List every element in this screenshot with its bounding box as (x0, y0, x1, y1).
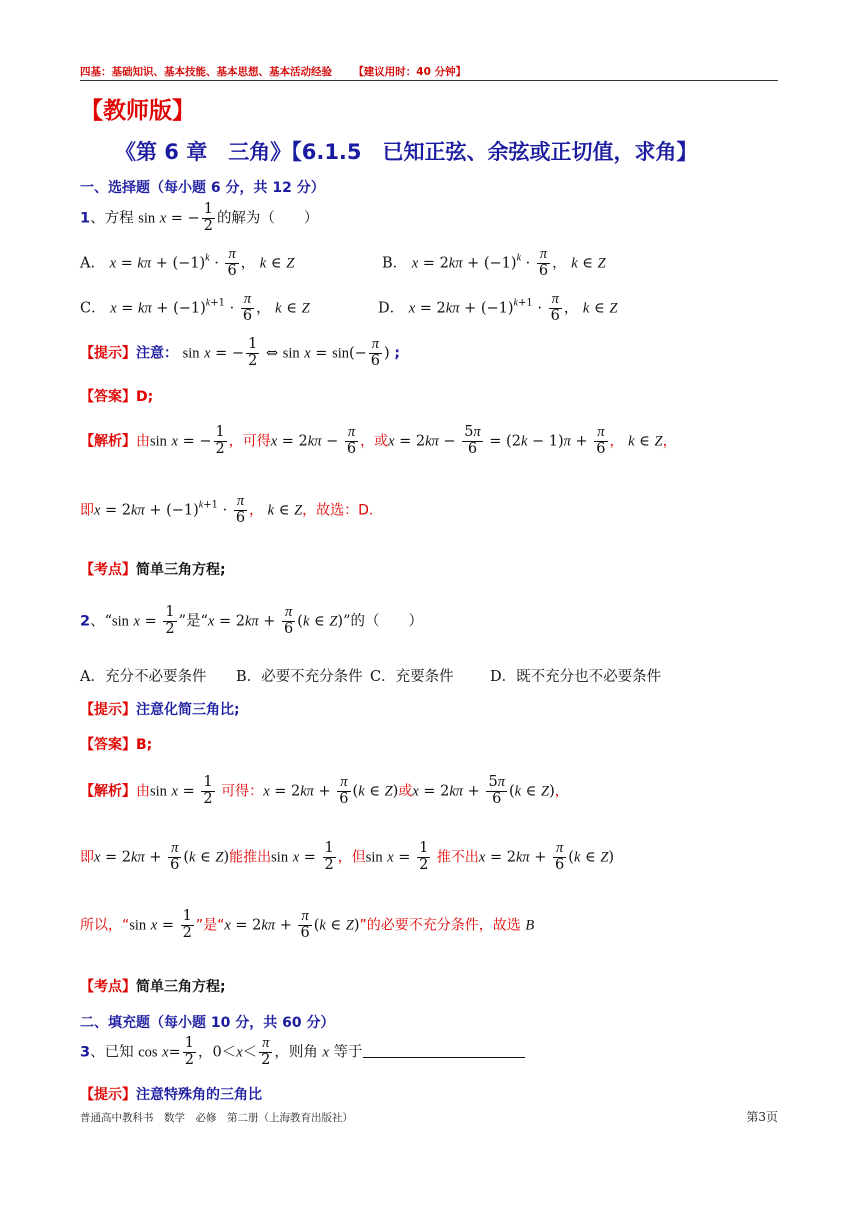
q2-option-a[interactable]: A．充分不必要条件 (80, 669, 207, 685)
q3-stem-pre: 、已知 (90, 1044, 134, 1061)
q2-analysis-line3: 所以，“sin x = $\frac{1}{2}$ ”是“x = 2kπ + $\frac{\pi}{6}$ (k ∈ Z)”的必要不充分条件，故选 B (80, 908, 535, 941)
q2-analysis-line1: 【解析】由sin x = $\frac{1}{2}$ 可得：x = 2kπ + $\frac{\pi}{6}$ (k ∈ Z)或x = 2kπ + $\frac{5\pi}{6}$ (k ∈ Z)， (80, 774, 569, 807)
q2-hint-text: 注意化简三角比; (136, 702, 240, 718)
q2-stem-post: ”的（ ） (343, 613, 423, 630)
q2-analysis-text4: 即 (80, 849, 94, 866)
q2-answer-value: B; (136, 737, 153, 753)
q1-option-d[interactable]: D． $x = 2k\pi + (-1)^{k+1}$ · $\frac{\pi}{6}$ ， k ∈ Z (378, 291, 618, 324)
q1-answer-value: D; (136, 389, 154, 405)
q1-point-label: 【考点】 (80, 562, 136, 578)
q1-option-b[interactable]: B． $x = 2k\pi + (-1)^k$ · $\frac{\pi}{6}$ ， k ∈ Z (382, 246, 606, 279)
q1-stem-post: 的解为（ ） (216, 210, 319, 227)
q1-analysis-text3: ，或 (360, 433, 389, 450)
q2-stem: 2、“sin x = $\frac{1}{2}$ ”是“x = 2kπ + $\frac{\pi}{6}$ (k ∈ Z)”的（ ） (80, 604, 423, 637)
q3-stem-post: 等于 (333, 1044, 363, 1061)
q2-analysis-text9: ”是“ (195, 917, 225, 934)
q2-analysis-text11: B (525, 917, 535, 934)
q3-stem-mid: ，则角 (274, 1044, 318, 1061)
q2-analysis-line2: 即x = 2kπ + $\frac{\pi}{6}$ (k ∈ Z)能推出sin x = $\frac{1}{2}$ ，但sin x = $\frac{1}{2}$ 推不出x = 2kπ + $\frac{\pi}{6}$ (k ∈ Z) (80, 840, 615, 873)
q2-stem-mid: ”是“ (178, 613, 208, 630)
q2-key-point (80, 976, 226, 996)
page-footer (80, 1110, 778, 1125)
q2-analysis-text8: 所以，“ (80, 917, 130, 934)
q1-hint-label: 【提示】 (80, 345, 136, 362)
header-suggested-time: 【建议用时：40 分钟】 (353, 66, 467, 78)
q2-hint-label: 【提示】 (80, 702, 136, 718)
q2-answer (80, 734, 152, 754)
q1-option-c[interactable]: C． $x = k\pi + (-1)^{k+1}$ · $\frac{\pi}{6}$ ， k ∈ Z (80, 291, 310, 324)
header-four-basics: 四基：基础知识、基本技能、基本思想、基本活动经验 (80, 66, 332, 78)
q3-hint-text: 注意特殊角的三角比 (136, 1087, 262, 1103)
q3-hint (80, 1084, 262, 1104)
q2-analysis-text1: 由 (136, 783, 150, 800)
q2-analysis-text7: 推不出 (436, 849, 479, 866)
section-fill-heading: 二、填充题（每小题 10 分，共 60 分） (80, 1015, 335, 1031)
q1-point-text: 简单三角方程; (136, 562, 226, 578)
q3-stem: 3、已知 cos x= $\frac{1}{2}$ ，0＜x＜ $\frac{\pi}{2}$ ，则角 x 等于 (80, 1036, 525, 1069)
teacher-edition-label: 【教师版】 (80, 98, 195, 124)
q2-answer-label: 【答案】 (80, 737, 136, 753)
page-title: 《第 6 章 三角》【6.1.5 已知正弦、余弦或正切值，求角】 (115, 140, 698, 164)
header-divider (80, 80, 778, 81)
q2-analysis-text10: ”的必要不充分条件，故选 (359, 917, 521, 934)
q1-stem: 1、方程 sin x = − $\frac{1}{2}$ 的解为（ ） (80, 201, 319, 234)
q3-hint-label: 【提示】 (80, 1087, 136, 1103)
page-header (80, 64, 778, 80)
q1-number: 1 (80, 210, 91, 227)
q1-option-b-letter: B． (382, 255, 408, 272)
q1-analysis-line2: 即$x = 2k\pi + (-1)^{k+1}$ · $\frac{\pi}{6}$ ， k ∈ Z，故选：D. (80, 493, 374, 526)
q2-analysis-text3: 或 (398, 783, 413, 800)
q1-option-a-letter: A． (80, 255, 105, 272)
q2-analysis-text5: 能推出 (229, 849, 272, 866)
q1-stem-pre: 、方程 (90, 210, 134, 227)
q2-analysis-text2: 可得： (221, 783, 264, 800)
q2-option-c[interactable]: C．充要条件 (370, 669, 454, 685)
footer-book-title: 普通高中教科书 数学 必修 第二册（上海教育出版社） (80, 1112, 353, 1124)
q1-analysis-text4: 即 (80, 502, 94, 519)
q1-analysis-text5: ，故选：D. (302, 502, 374, 519)
footer-page-number: 第3页 (746, 1110, 778, 1124)
q1-answer-label: 【答案】 (80, 389, 136, 405)
q2-analysis-text6: ，但 (337, 849, 366, 866)
q1-option-c-letter: C． (80, 300, 106, 317)
q1-analysis-label: 【解析】 (80, 433, 136, 450)
q2-number: 2 (80, 613, 91, 630)
q2-point-label: 【考点】 (80, 979, 136, 995)
q2-analysis-label: 【解析】 (80, 783, 136, 800)
q1-analysis-text1: 由 (136, 433, 150, 450)
q2-option-d[interactable]: D．既不充分也不必要条件 (490, 669, 662, 685)
q2-hint (80, 699, 240, 719)
q2-option-b[interactable]: B．必要不充分条件 (236, 669, 363, 685)
q1-hint-text: 注意： (136, 345, 178, 362)
q1-answer (80, 386, 153, 406)
q3-answer-blank[interactable] (363, 1043, 525, 1058)
q2-point-text: 简单三角方程; (136, 979, 226, 995)
q1-option-a[interactable]: A． $x = k\pi + (-1)^k$ · $\frac{\pi}{6}$ ， k ∈ Z (80, 246, 295, 279)
q1-analysis-line1: 【解析】由sin x = − $\frac{1}{2}$ ，可得x = 2kπ − $\frac{\pi}{6}$ ，或x = 2kπ − $\frac{5\pi}{6}$ = (2k − 1)π + $\frac{\pi}{6}$ ， k ∈ Z， (80, 424, 677, 457)
q1-analysis-text2: ，可得 (228, 433, 271, 450)
q1-hint: 【提示】注意： sin x = − $\frac{1}{2}$ ⇔ sin x = sin(− $\frac{\pi}{6}$ ) ; (80, 336, 400, 369)
q2-stem-pre: 、“ (90, 613, 113, 630)
q1-option-d-letter: D． (378, 300, 405, 317)
q1-key-point (80, 559, 226, 579)
q3-number: 3 (80, 1044, 91, 1061)
section-choice-heading: 一、选择题（每小题 6 分，共 12 分） (80, 180, 325, 196)
